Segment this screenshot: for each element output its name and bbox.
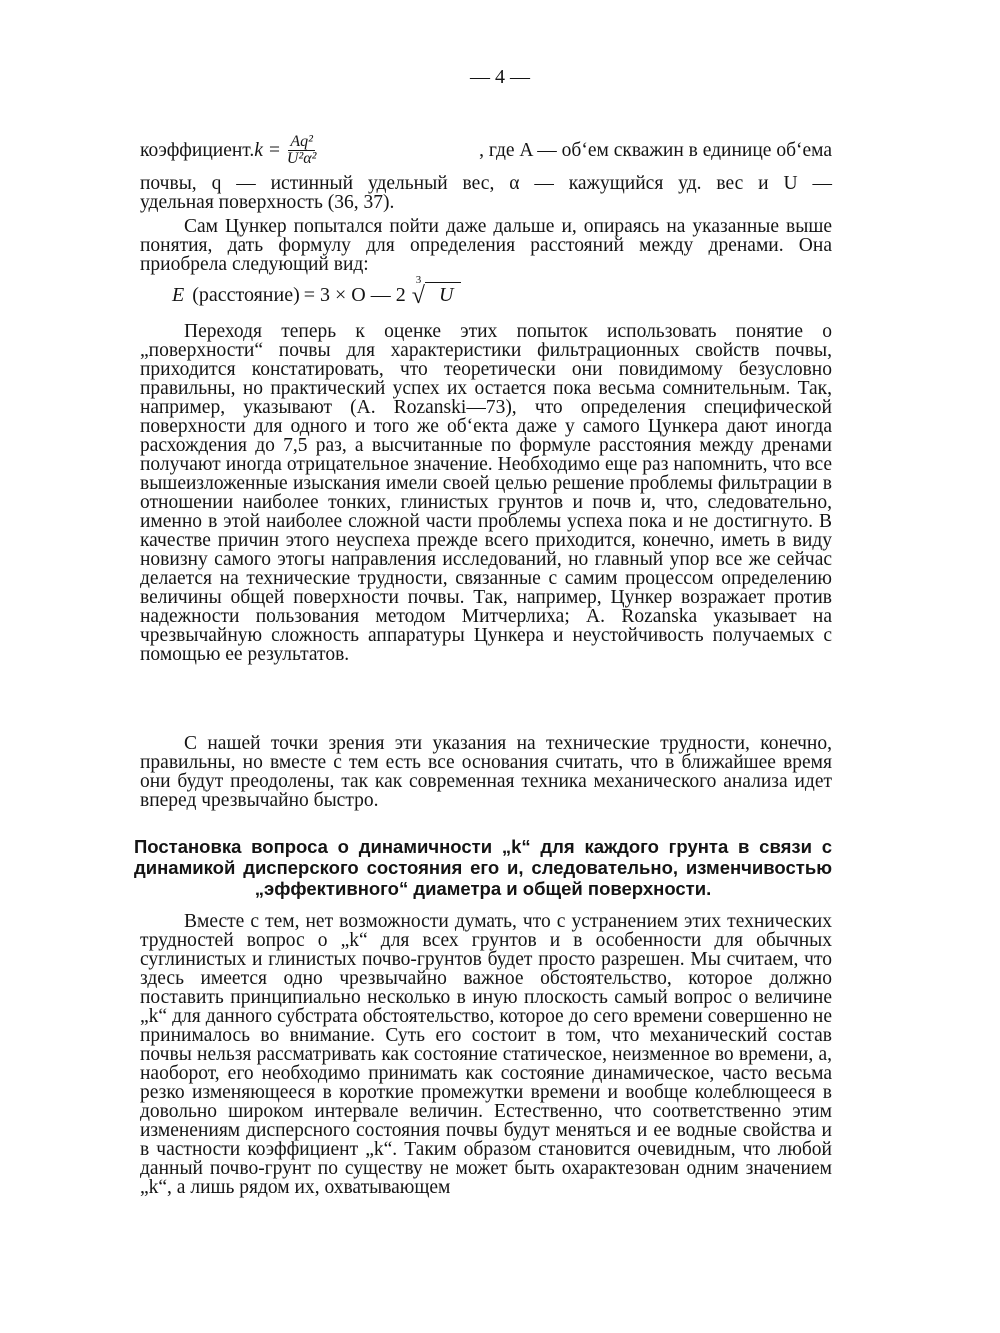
paragraph-2	[140, 217, 832, 274]
radical-sign: √	[411, 283, 425, 309]
paragraph-4	[140, 734, 832, 810]
distance-formula	[172, 274, 461, 309]
paragraph-3	[140, 322, 832, 664]
paragraph-5	[140, 912, 832, 1197]
formula-rhs: = 3 × O — 2	[303, 284, 406, 306]
formula-label: (расстояние)	[192, 284, 300, 306]
paragraph-text: С нашей точки зрения эти указания на технические трудности, конечно, правильны, но вместе с тем есть все основания считать, что в ближайшее время они будут преодолены, так как современная техника механического анализа идет вперед чрезвычайно быстро.	[140, 733, 832, 811]
section-heading-text: Постановка вопроса о динамичности „k“ для каждого грунта в связи с динамикой дисперского состояния его и, следовательно, изменчивостью „эффективного“ диаметра и общей поверхности.	[134, 836, 832, 899]
coefficient-formula-line	[140, 120, 832, 170]
text-line: удельная поверхность (36, 37).	[140, 192, 395, 213]
formula-explanation-text: , где A — об‘ем скважин в единице об‘ема	[479, 140, 832, 161]
formula-E: E	[172, 284, 185, 306]
paragraph-text: Переходя теперь к оценке этих попыток использовать понятие о „поверхности“ почвы для характеристики фильтрационных свойств почвы, приходится констатировать, что теоретически они повидимому безусловно правильны, но практический успех их остается пока весьма сомнительным. Так, например, указывают (A. Rozanski—73), что определения специфической поверхности для одного и того же об‘екта даже у самого Цункера дают иногда расхождения до 7,5 раз, а высчитанные по формуле расстояния между дренами получают иногда отрицательное значение. Необходимо еще раз напомнить, что все вышеизложенные изыскания имели своей целью решение проблемы фильтрации в отношении наиболее тонких, глинистых грунтов и почв и, что, следовательно, именно в этой наиболее сложной части проблемы успеха пока и не достигнуто. В качестве причин этого неуспеха прежде всего приходится, конечно, иметь в виду новизну самого этогы направления исследований, но главный упор все же сейчас делается на технические трудности, связанные с самим процессом определению величины общей поверхности почвы. Так, например, Цункер возражает против надежности пользования методом Митчерлиха; A. Rozanska указывает на чрезвычайную сложность аппаратуры Цункера и неустойчивость получаемых с помощью ее результатов.	[140, 321, 832, 665]
paragraph-text: Сам Цункер попытался пойти даже дальше и, опираясь на указанные выше понятия, дать формулу для определения расстояний между дренами. Она приобрела следующий вид:	[140, 216, 832, 275]
page-number: — 4 —	[470, 66, 530, 88]
k-fraction	[285, 134, 319, 167]
formula-intro-text: коэффициент.	[140, 140, 255, 161]
k-equals: k =	[254, 140, 281, 161]
radicand: U	[425, 282, 461, 307]
cube-root	[411, 274, 462, 309]
text-line: почвы, q — истинный удельный вес, α — кажущийся уд. вес и U —	[140, 173, 832, 194]
fraction-numerator: Aq²	[290, 133, 313, 150]
section-heading	[134, 836, 832, 899]
paragraph-1-continuation	[140, 174, 832, 212]
paragraph-text: Вместе с тем, нет возможности думать, что с устранением этих технических трудностей вопрос о „k“ для всех грунтов и в особенности для обычных суглинистых и глинистых почво-грунтов будет просто разрешен. Мы считаем, что здесь имеется одно чрезвычайно важное обстоятельство, которое должно поставить принципиально несколько в иную плоскость самый вопрос о величине „k“ для данного субстрата обстоятельство, которое до сего времени совершенно не принималось во внимание. Суть его состоит в том, что механический состав почвы нельзя рассматривать как состояние статическое, неизменное во времени, а, наоборот, его необходимо принимать как состояние динамическое, часто весьма резко изменяющееся в короткие промежутки времени и вообще колеблющееся в довольно широком интервале величин. Естественно, что соответственно этим изменениям дисперсного состояния почвы будут меняться и ее водные свойства и в частности коэффициент „k“. Таким образом становится очевидным, что любой данный почво-грунт по существу не может быть охарактезован одним значением „k“, а лишь рядом их, охватывающем	[140, 911, 832, 1198]
fraction-denominator: U²α²	[286, 150, 317, 167]
root-index: 3	[415, 274, 422, 286]
